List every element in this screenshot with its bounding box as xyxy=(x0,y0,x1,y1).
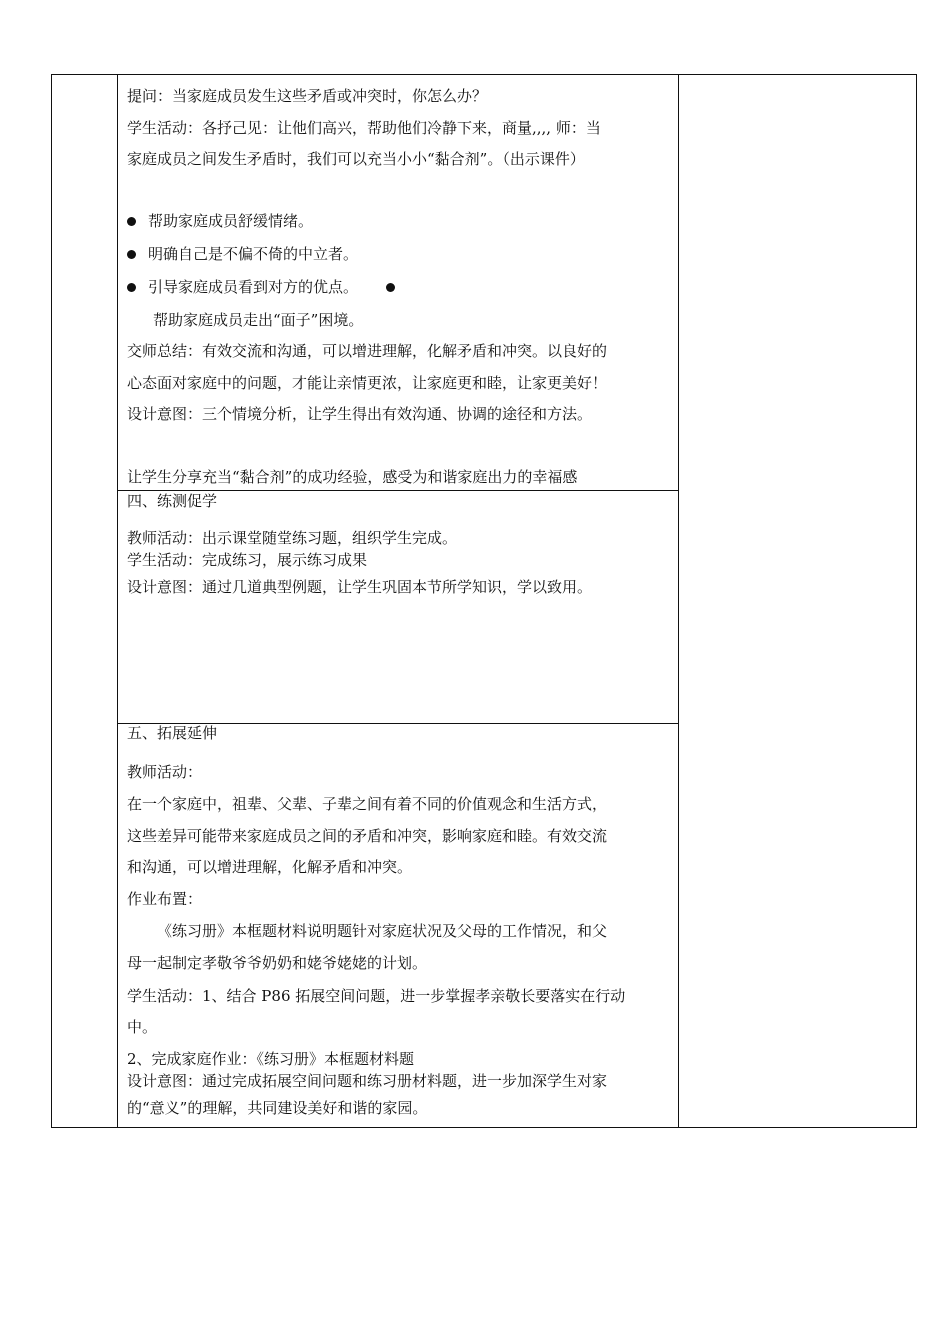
student-activity-line: 学生活动：各抒己见：让他们高兴，帮助他们冷静下来，商量,,,, 师：当 xyxy=(127,119,601,137)
column-divider xyxy=(117,74,118,1128)
bullet-item xyxy=(127,211,313,231)
bullet-item xyxy=(127,244,358,264)
teacher-activity-label: 教师活动： xyxy=(127,763,203,781)
bullet-icon xyxy=(127,283,136,292)
bullet-text: 帮助家庭成员走出“面子”困境。 xyxy=(153,311,364,329)
homework-line: 母一起制定孝敬爷爷奶奶和姥爷姥姥的计划。 xyxy=(127,954,428,972)
design-intent-line: 的“意义”的理解，共同建设美好和谐的家园。 xyxy=(127,1099,428,1117)
bullet-icon xyxy=(127,250,136,259)
bullet-icon xyxy=(386,283,395,292)
teacher-summary-line: 心态面对家庭中的问题，才能让亲情更浓，让家庭更和睦，让家更美好！ xyxy=(127,374,608,392)
student-activity-line: 中。 xyxy=(127,1018,158,1036)
bullet-text: 明确自己是不偏不倚的中立者。 xyxy=(148,245,359,263)
design-intent-text: 设计意图：通过几道典型例题，让学生巩固本节所学知识，学以致用。 xyxy=(127,578,593,596)
bullet-text: 引导家庭成员看到对方的优点。 xyxy=(148,278,359,296)
question-text: 提问：当家庭成员发生这些矛盾或冲突时，你怎么办？ xyxy=(127,87,488,105)
homework-label: 作业布置： xyxy=(127,890,203,908)
design-intent-line: 设计意图：通过完成拓展空间问题和练习册材料题，进一步加深学生对家 xyxy=(127,1072,608,1090)
student-activity-line: 家庭成员之间发生矛盾时，我们可以充当小小“黏合剂”。（出示课件） xyxy=(127,150,585,168)
section4-heading: 四、练测促学 xyxy=(127,492,218,510)
teacher-activity-text: 教师活动：出示课堂随堂练习题，组织学生完成。 xyxy=(127,529,458,547)
paragraph-line: 和沟通，可以增进理解，化解矛盾和冲突。 xyxy=(127,858,413,876)
bullet-text: 帮助家庭成员舒缓情绪。 xyxy=(148,212,314,230)
share-text: 让学生分享充当“黏合剂”的成功经验，感受为和谐家庭出力的幸福感 xyxy=(127,468,578,486)
bullet-item xyxy=(127,277,395,297)
paragraph-line: 在一个家庭中，祖辈、父辈、子辈之间有着不同的价值观念和生活方式， xyxy=(127,795,608,813)
student-activity-text: 学生活动：完成练习，展示练习成果 xyxy=(127,551,368,569)
paragraph-line: 这些差异可能带来家庭成员之间的矛盾和冲突，影响家庭和睦。有效交流 xyxy=(127,827,608,845)
home-task-text: 2、完成家庭作业：《练习册》本框题材料题 xyxy=(127,1050,415,1068)
bullet-icon xyxy=(127,217,136,226)
teacher-summary-line: 交师总结：有效交流和沟通，可以增进理解，化解矛盾和冲突。以良好的 xyxy=(127,342,608,360)
student-activity-line: 学生活动：1、结合 P86 拓展空间问题，进一步掌握孝亲敬长要落实在行动 xyxy=(127,987,626,1005)
section5-heading: 五、拓展延伸 xyxy=(127,724,218,742)
design-intent-text: 设计意图：三个情境分析，让学生得出有效沟通、协调的途径和方法。 xyxy=(127,405,593,423)
homework-line: 《练习册》本框题材料说明题针对家庭状况及父母的工作情况，和父 xyxy=(157,922,608,940)
column-divider xyxy=(678,74,679,1128)
